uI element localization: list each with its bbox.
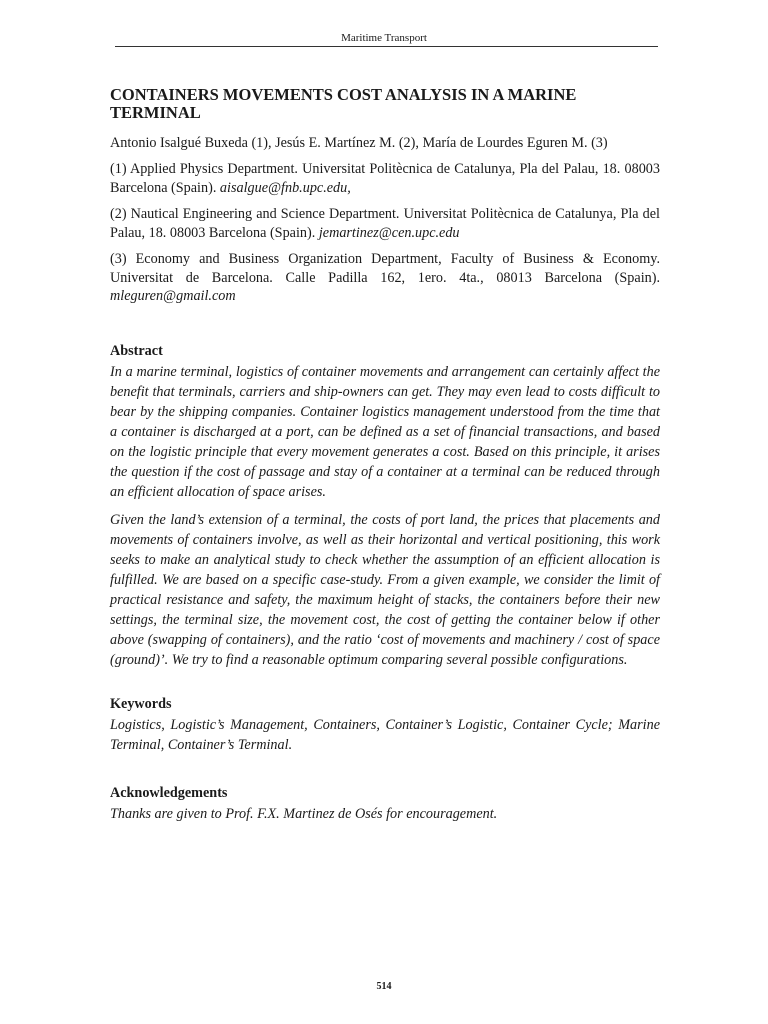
author-list: Antonio Isalgué Buxeda (1), Jesús E. Martínez M. (2), María de Lourdes Eguren M. (3) <box>110 135 608 151</box>
affiliation-2 <box>110 205 660 242</box>
header-rule <box>115 46 658 47</box>
abstract-paragraph-1: In a marine terminal, logistics of container movements and arrangement can certainly affect the benefit that terminals, carriers and ship-owners can get. They may even lead to costs difficult to bear by the shipping companies. Container logistics management understood from the time that a container is discharged at a port, can be defined as a set of financial transactions, and based on the logistic principle that every movement generates a cost. Based on this principle, it arises the question if the cost of passage and stay of a container at a terminal can be reduced through an efficient allocation of space arises. <box>110 363 660 500</box>
affiliation-1-email: aisalgue@fnb.upc.edu, <box>219 179 351 196</box>
paper-title: CONTAINERS MOVEMENTS COST ANALYSIS IN A MARINE TERMINAL <box>110 85 577 122</box>
affiliation-1 <box>110 160 660 197</box>
affiliation-2-text: (2) Nautical Engineering and Science Department. Universitat Politècnica de Catalunya, Pla del Palau, 18. 08003 Barcelona (Spain). <box>110 206 660 241</box>
keywords-text: Logistics, Logistic’s Management, Containers, Container’s Logistic, Container Cycle; Marine Terminal, Container’s Terminal. <box>110 716 660 753</box>
affiliation-3-email: mleguren@gmail.com <box>110 288 236 304</box>
acknowledgements-heading: Acknowledgements <box>110 784 228 801</box>
affiliation-3-text: (3) Economy and Business Organization Department, Faculty of Business & Economy. Universitat de Barcelona. Calle Padilla 162, 1ero. 4ta., 08013 Barcelona (Spain). <box>110 251 660 286</box>
running-header: Maritime Transport <box>341 32 427 44</box>
paper-body <box>110 86 660 824</box>
acknowledgements-text: Thanks are given to Prof. F.X. Martinez de Osés for encouragement. <box>110 805 498 822</box>
keywords-heading: Keywords <box>110 695 172 712</box>
abstract-paragraph-2: Given the land’s extension of a terminal, the costs of port land, the prices that placements and movements of containers involve, as well as their horizontal and vertical positioning, this work seeks to make an analytical study to check whether the assumption of an efficient allocation is fulfilled. We are based on a specific case-study. From a given example, we consider the limit of practical resistance and safety, the maximum height of stacks, the containers before their new settings, the terminal size, the movement cost, the cost of getting the container below if other above (swapping of containers), and the ratio ‘cost of movements and machinery / cost of space (ground)’. We try to find a reasonable optimum comparing several possible configurations. <box>110 511 660 668</box>
affiliation-2-email: jemartinez@cen.upc.edu <box>318 224 460 241</box>
abstract-heading: Abstract <box>110 342 163 359</box>
page-number: 514 <box>376 981 392 992</box>
affiliation-3 <box>110 250 660 306</box>
affiliation-1-text: (1) Applied Physics Department. Universitat Politècnica de Catalunya, Pla del Palau, 18. 08003 Barcelona (Spain). <box>110 161 660 196</box>
